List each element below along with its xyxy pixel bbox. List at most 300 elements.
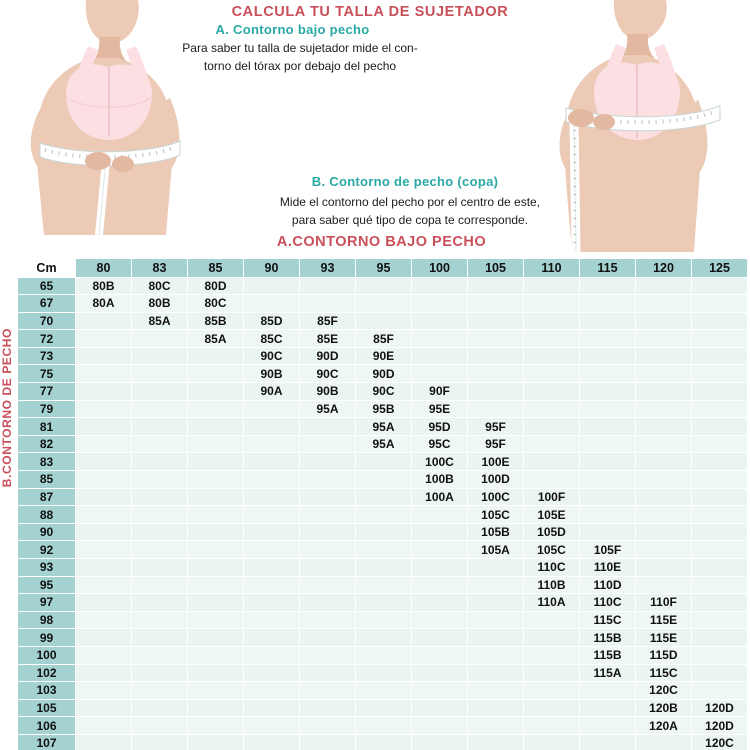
empty-cell bbox=[636, 330, 692, 348]
row-label: 85 bbox=[18, 471, 76, 489]
empty-cell bbox=[636, 453, 692, 471]
table-row bbox=[18, 611, 748, 629]
empty-cell bbox=[692, 559, 748, 577]
size-cell: 90C bbox=[300, 365, 356, 383]
empty-cell bbox=[356, 717, 412, 735]
empty-cell bbox=[356, 295, 412, 313]
size-cell: 85F bbox=[300, 312, 356, 330]
column-header: 85 bbox=[188, 259, 244, 278]
section-a-line1: Para saber tu talla de sujetador mide el con- bbox=[182, 41, 418, 55]
empty-cell bbox=[468, 664, 524, 682]
empty-cell bbox=[188, 523, 244, 541]
empty-cell bbox=[76, 682, 132, 700]
size-cell: 90D bbox=[300, 347, 356, 365]
empty-cell bbox=[524, 471, 580, 489]
size-cell: 95A bbox=[356, 435, 412, 453]
row-label: 77 bbox=[18, 383, 76, 401]
empty-cell bbox=[412, 295, 468, 313]
empty-cell bbox=[468, 559, 524, 577]
empty-cell bbox=[692, 400, 748, 418]
table-row bbox=[18, 699, 748, 717]
size-cell: 100F bbox=[524, 488, 580, 506]
row-label: 82 bbox=[18, 435, 76, 453]
empty-cell bbox=[580, 471, 636, 489]
empty-cell bbox=[300, 611, 356, 629]
empty-cell bbox=[412, 347, 468, 365]
empty-cell bbox=[244, 471, 300, 489]
empty-cell bbox=[692, 435, 748, 453]
empty-cell bbox=[132, 629, 188, 647]
empty-cell bbox=[132, 611, 188, 629]
size-cell: 85C bbox=[244, 330, 300, 348]
empty-cell bbox=[356, 523, 412, 541]
empty-cell bbox=[244, 576, 300, 594]
empty-cell bbox=[524, 435, 580, 453]
empty-cell bbox=[132, 717, 188, 735]
empty-cell bbox=[300, 699, 356, 717]
empty-cell bbox=[412, 523, 468, 541]
empty-cell bbox=[580, 347, 636, 365]
column-header: 115 bbox=[580, 259, 636, 278]
empty-cell bbox=[76, 646, 132, 664]
size-cell: 95A bbox=[356, 418, 412, 436]
empty-cell bbox=[300, 435, 356, 453]
size-cell: 115A bbox=[580, 664, 636, 682]
empty-cell bbox=[468, 383, 524, 401]
empty-cell bbox=[524, 277, 580, 295]
empty-cell bbox=[692, 629, 748, 647]
size-cell: 80D bbox=[188, 277, 244, 295]
size-cell: 100E bbox=[468, 453, 524, 471]
empty-cell bbox=[356, 488, 412, 506]
row-label: 98 bbox=[18, 611, 76, 629]
table-row bbox=[18, 400, 748, 418]
row-label: 100 bbox=[18, 646, 76, 664]
empty-cell bbox=[76, 312, 132, 330]
empty-cell bbox=[76, 400, 132, 418]
row-label: 88 bbox=[18, 506, 76, 524]
table-side-label: B.CONTORNO DE PECHO bbox=[0, 328, 14, 488]
empty-cell bbox=[468, 295, 524, 313]
empty-cell bbox=[580, 277, 636, 295]
size-cell: 110C bbox=[524, 559, 580, 577]
empty-cell bbox=[636, 277, 692, 295]
section-b-heading: B. Contorno de pecho (copa) bbox=[311, 174, 499, 189]
empty-cell bbox=[524, 664, 580, 682]
empty-cell bbox=[468, 312, 524, 330]
empty-cell bbox=[524, 453, 580, 471]
table-row bbox=[18, 523, 748, 541]
table-row bbox=[18, 435, 748, 453]
bust-measure-illustration bbox=[536, 0, 750, 252]
empty-cell bbox=[76, 435, 132, 453]
empty-cell bbox=[580, 435, 636, 453]
empty-cell bbox=[188, 559, 244, 577]
empty-cell bbox=[132, 383, 188, 401]
column-header: 93 bbox=[300, 259, 356, 278]
empty-cell bbox=[580, 699, 636, 717]
empty-cell bbox=[244, 717, 300, 735]
empty-cell bbox=[244, 453, 300, 471]
size-cell: 95F bbox=[468, 435, 524, 453]
empty-cell bbox=[636, 347, 692, 365]
empty-cell bbox=[580, 418, 636, 436]
table-row bbox=[18, 383, 748, 401]
table-row bbox=[18, 646, 748, 664]
empty-cell bbox=[132, 453, 188, 471]
section-b-line1: Mide el contorno del pecho por el centro de este, bbox=[279, 195, 541, 209]
empty-cell bbox=[692, 330, 748, 348]
section-b-line2: para saber qué tipo de copa te corresponde. bbox=[291, 213, 529, 227]
size-cell: 85A bbox=[188, 330, 244, 348]
empty-cell bbox=[76, 506, 132, 524]
empty-cell bbox=[580, 506, 636, 524]
empty-cell bbox=[692, 365, 748, 383]
size-cell: 95F bbox=[468, 418, 524, 436]
row-label: 73 bbox=[18, 347, 76, 365]
table-row bbox=[18, 559, 748, 577]
size-cell: 95E bbox=[412, 400, 468, 418]
empty-cell bbox=[580, 488, 636, 506]
empty-cell bbox=[76, 453, 132, 471]
empty-cell bbox=[692, 611, 748, 629]
empty-cell bbox=[468, 330, 524, 348]
page-title: CALCULA TU TALLA DE SUJETADOR bbox=[231, 4, 509, 20]
size-cell: 85B bbox=[188, 312, 244, 330]
empty-cell bbox=[300, 594, 356, 612]
size-cell: 95B bbox=[356, 400, 412, 418]
size-table-body bbox=[18, 277, 748, 750]
empty-cell bbox=[244, 506, 300, 524]
column-header: 105 bbox=[468, 259, 524, 278]
column-header: 125 bbox=[692, 259, 748, 278]
empty-cell bbox=[580, 682, 636, 700]
empty-cell bbox=[132, 646, 188, 664]
empty-cell bbox=[412, 330, 468, 348]
empty-cell bbox=[468, 734, 524, 750]
empty-cell bbox=[412, 717, 468, 735]
empty-cell bbox=[412, 541, 468, 559]
table-row bbox=[18, 277, 748, 295]
empty-cell bbox=[412, 312, 468, 330]
column-header: 120 bbox=[636, 259, 692, 278]
empty-cell bbox=[692, 664, 748, 682]
empty-cell bbox=[692, 576, 748, 594]
row-label: 92 bbox=[18, 541, 76, 559]
size-cell: 105C bbox=[524, 541, 580, 559]
empty-cell bbox=[356, 471, 412, 489]
empty-cell bbox=[468, 717, 524, 735]
size-cell: 105C bbox=[468, 506, 524, 524]
empty-cell bbox=[76, 664, 132, 682]
size-cell: 90B bbox=[300, 383, 356, 401]
empty-cell bbox=[524, 682, 580, 700]
corner-cell: Cm bbox=[18, 259, 76, 278]
size-cell: 120B bbox=[636, 699, 692, 717]
empty-cell bbox=[188, 629, 244, 647]
table-row bbox=[18, 576, 748, 594]
empty-cell bbox=[76, 559, 132, 577]
empty-cell bbox=[580, 523, 636, 541]
empty-cell bbox=[300, 277, 356, 295]
empty-cell bbox=[692, 295, 748, 313]
empty-cell bbox=[524, 347, 580, 365]
empty-cell bbox=[524, 295, 580, 313]
empty-cell bbox=[356, 682, 412, 700]
empty-cell bbox=[412, 629, 468, 647]
empty-cell bbox=[188, 506, 244, 524]
empty-cell bbox=[244, 682, 300, 700]
empty-cell bbox=[356, 559, 412, 577]
size-cell: 95D bbox=[412, 418, 468, 436]
table-row bbox=[18, 347, 748, 365]
size-cell: 80A bbox=[76, 295, 132, 313]
empty-cell bbox=[524, 418, 580, 436]
empty-cell bbox=[692, 383, 748, 401]
empty-cell bbox=[692, 594, 748, 612]
empty-cell bbox=[300, 664, 356, 682]
empty-cell bbox=[132, 365, 188, 383]
row-label: 97 bbox=[18, 594, 76, 612]
empty-cell bbox=[692, 418, 748, 436]
empty-cell bbox=[636, 435, 692, 453]
empty-cell bbox=[76, 629, 132, 647]
empty-cell bbox=[636, 365, 692, 383]
empty-cell bbox=[244, 629, 300, 647]
empty-cell bbox=[300, 576, 356, 594]
empty-cell bbox=[412, 365, 468, 383]
empty-cell bbox=[468, 277, 524, 295]
row-label: 106 bbox=[18, 717, 76, 735]
empty-cell bbox=[76, 541, 132, 559]
empty-cell bbox=[580, 400, 636, 418]
size-cell: 100C bbox=[468, 488, 524, 506]
size-cell: 115C bbox=[580, 611, 636, 629]
table-row bbox=[18, 594, 748, 612]
empty-cell bbox=[244, 277, 300, 295]
size-cell: 90C bbox=[244, 347, 300, 365]
section-a-text bbox=[160, 39, 440, 75]
empty-cell bbox=[524, 611, 580, 629]
size-cell: 105B bbox=[468, 523, 524, 541]
empty-cell bbox=[468, 365, 524, 383]
empty-cell bbox=[132, 400, 188, 418]
empty-cell bbox=[188, 453, 244, 471]
empty-cell bbox=[244, 400, 300, 418]
empty-cell bbox=[356, 277, 412, 295]
empty-cell bbox=[244, 594, 300, 612]
empty-cell bbox=[412, 699, 468, 717]
size-cell: 120C bbox=[636, 682, 692, 700]
size-cell: 110F bbox=[636, 594, 692, 612]
empty-cell bbox=[692, 541, 748, 559]
empty-cell bbox=[524, 365, 580, 383]
empty-cell bbox=[356, 699, 412, 717]
empty-cell bbox=[132, 330, 188, 348]
empty-cell bbox=[132, 576, 188, 594]
table-row bbox=[18, 682, 748, 700]
empty-cell bbox=[356, 629, 412, 647]
empty-cell bbox=[300, 734, 356, 750]
empty-cell bbox=[468, 611, 524, 629]
empty-cell bbox=[692, 453, 748, 471]
table-row bbox=[18, 330, 748, 348]
empty-cell bbox=[636, 576, 692, 594]
empty-cell bbox=[356, 664, 412, 682]
table-header-row bbox=[18, 259, 748, 278]
empty-cell bbox=[76, 699, 132, 717]
empty-cell bbox=[244, 699, 300, 717]
empty-cell bbox=[524, 734, 580, 750]
empty-cell bbox=[580, 717, 636, 735]
size-cell: 115E bbox=[636, 629, 692, 647]
empty-cell bbox=[580, 330, 636, 348]
empty-cell bbox=[412, 576, 468, 594]
size-cell: 115B bbox=[580, 646, 636, 664]
empty-cell bbox=[580, 734, 636, 750]
empty-cell bbox=[468, 646, 524, 664]
empty-cell bbox=[244, 418, 300, 436]
table-row bbox=[18, 734, 748, 750]
empty-cell bbox=[132, 523, 188, 541]
table-row bbox=[18, 506, 748, 524]
empty-cell bbox=[76, 734, 132, 750]
size-cell: 90A bbox=[244, 383, 300, 401]
empty-cell bbox=[692, 523, 748, 541]
row-label: 105 bbox=[18, 699, 76, 717]
empty-cell bbox=[76, 611, 132, 629]
empty-cell bbox=[636, 471, 692, 489]
empty-cell bbox=[524, 400, 580, 418]
empty-cell bbox=[636, 312, 692, 330]
empty-cell bbox=[524, 629, 580, 647]
size-cell: 115E bbox=[636, 611, 692, 629]
empty-cell bbox=[412, 559, 468, 577]
empty-cell bbox=[580, 453, 636, 471]
size-cell: 95C bbox=[412, 435, 468, 453]
size-cell: 110A bbox=[524, 594, 580, 612]
table-row bbox=[18, 418, 748, 436]
size-table-wrap bbox=[17, 258, 748, 750]
row-label: 70 bbox=[18, 312, 76, 330]
column-header: 100 bbox=[412, 259, 468, 278]
empty-cell bbox=[76, 523, 132, 541]
empty-cell bbox=[580, 312, 636, 330]
empty-cell bbox=[300, 453, 356, 471]
empty-cell bbox=[356, 594, 412, 612]
empty-cell bbox=[468, 400, 524, 418]
row-label: 65 bbox=[18, 277, 76, 295]
empty-cell bbox=[692, 682, 748, 700]
empty-cell bbox=[244, 541, 300, 559]
size-cell: 105E bbox=[524, 506, 580, 524]
table-row bbox=[18, 541, 748, 559]
column-header: 95 bbox=[356, 259, 412, 278]
table-row bbox=[18, 664, 748, 682]
empty-cell bbox=[636, 559, 692, 577]
empty-cell bbox=[300, 646, 356, 664]
empty-cell bbox=[300, 629, 356, 647]
empty-cell bbox=[76, 418, 132, 436]
empty-cell bbox=[636, 523, 692, 541]
row-label: 67 bbox=[18, 295, 76, 313]
row-label: 102 bbox=[18, 664, 76, 682]
empty-cell bbox=[188, 594, 244, 612]
empty-cell bbox=[132, 559, 188, 577]
size-cell: 110D bbox=[580, 576, 636, 594]
size-cell: 80C bbox=[188, 295, 244, 313]
empty-cell bbox=[244, 488, 300, 506]
empty-cell bbox=[524, 717, 580, 735]
empty-cell bbox=[468, 594, 524, 612]
empty-cell bbox=[244, 559, 300, 577]
column-header: 80 bbox=[76, 259, 132, 278]
empty-cell bbox=[132, 699, 188, 717]
size-cell: 105D bbox=[524, 523, 580, 541]
size-cell: 105F bbox=[580, 541, 636, 559]
size-cell: 120D bbox=[692, 699, 748, 717]
size-cell: 85A bbox=[132, 312, 188, 330]
empty-cell bbox=[636, 541, 692, 559]
size-cell: 115C bbox=[636, 664, 692, 682]
empty-cell bbox=[188, 383, 244, 401]
empty-cell bbox=[132, 471, 188, 489]
empty-cell bbox=[188, 717, 244, 735]
section-a-heading: A. Contorno bajo pecho bbox=[215, 22, 370, 37]
table-row bbox=[18, 365, 748, 383]
empty-cell bbox=[244, 435, 300, 453]
empty-cell bbox=[692, 646, 748, 664]
section-b-text bbox=[265, 193, 555, 229]
empty-cell bbox=[692, 277, 748, 295]
empty-cell bbox=[188, 471, 244, 489]
empty-cell bbox=[244, 523, 300, 541]
empty-cell bbox=[300, 488, 356, 506]
size-cell: 115D bbox=[636, 646, 692, 664]
empty-cell bbox=[356, 576, 412, 594]
size-cell: 90E bbox=[356, 347, 412, 365]
empty-cell bbox=[412, 734, 468, 750]
empty-cell bbox=[188, 682, 244, 700]
empty-cell bbox=[76, 717, 132, 735]
empty-cell bbox=[580, 295, 636, 313]
row-label: 81 bbox=[18, 418, 76, 436]
empty-cell bbox=[636, 488, 692, 506]
empty-cell bbox=[524, 330, 580, 348]
empty-cell bbox=[188, 541, 244, 559]
row-label: 90 bbox=[18, 523, 76, 541]
empty-cell bbox=[692, 347, 748, 365]
table-row bbox=[18, 453, 748, 471]
row-label: 93 bbox=[18, 559, 76, 577]
empty-cell bbox=[132, 682, 188, 700]
empty-cell bbox=[188, 400, 244, 418]
empty-cell bbox=[636, 400, 692, 418]
empty-cell bbox=[244, 664, 300, 682]
row-label: 75 bbox=[18, 365, 76, 383]
empty-cell bbox=[300, 523, 356, 541]
empty-cell bbox=[636, 734, 692, 750]
empty-cell bbox=[580, 365, 636, 383]
woman-measuring-bust-photo bbox=[536, 0, 750, 252]
table-title: A.CONTORNO BAJO PECHO bbox=[276, 234, 487, 250]
empty-cell bbox=[188, 734, 244, 750]
table-row bbox=[18, 295, 748, 313]
empty-cell bbox=[356, 541, 412, 559]
table-row bbox=[18, 312, 748, 330]
size-table bbox=[17, 258, 748, 750]
size-cell: 90C bbox=[356, 383, 412, 401]
